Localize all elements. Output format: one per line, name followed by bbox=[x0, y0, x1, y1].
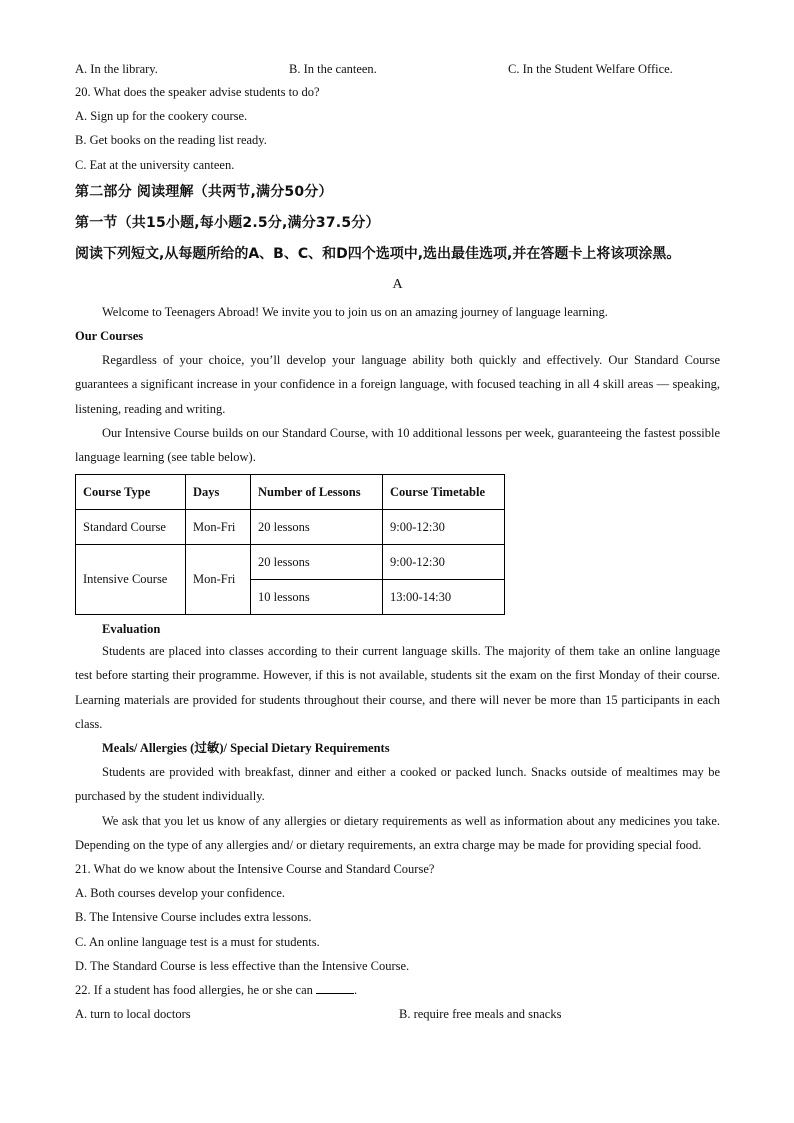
q21-stem: 21. What do we know about the Intensive Course and Standard Course? bbox=[75, 861, 435, 876]
passage-letter: A bbox=[392, 276, 403, 292]
q20-stem: 20. What does the speaker advise students to do? bbox=[75, 85, 320, 99]
table-cell: Intensive Course bbox=[76, 545, 186, 615]
q21-option-d[interactable]: D. The Standard Course is less effective than the Intensive Course. bbox=[75, 958, 410, 973]
q21-option-c[interactable]: C. An online language test is a must for students. bbox=[75, 934, 320, 949]
q21-option-b[interactable]: B. The Intensive Course includes extra lessons. bbox=[75, 910, 312, 925]
evaluation-heading: Evaluation bbox=[102, 622, 161, 637]
courses-paragraph-1: Regardless of your choice, you’ll develop your language ability both quickly and effectively. Our Standard Course guarantees a significant increase in your confidence in a foreign language, with focused teaching in all 4 skill areas — speaking, listening, reading and writing. bbox=[75, 353, 720, 416]
q21-option-a[interactable]: A. Both courses develop your confidence. bbox=[75, 886, 286, 901]
q22-stem-line bbox=[75, 978, 720, 1002]
passage-intro: Welcome to Teenagers Abroad! We invite you to join us on an amazing journey of language learning. bbox=[102, 304, 608, 319]
section-instructions: 阅读下列短文,从每题所给的A、B、C、和D四个选项中,选出最佳选项,并在答题卡上将该项涂黑。 bbox=[75, 245, 681, 262]
course-table bbox=[75, 474, 505, 615]
courses-heading: Our Courses bbox=[75, 328, 144, 343]
table-cell: 10 lessons bbox=[251, 580, 383, 615]
exam-page bbox=[75, 58, 720, 1026]
table-header: Course Type bbox=[76, 475, 186, 510]
q22-stem: 22. If a student has food allergies, he or she can bbox=[75, 982, 313, 997]
q20-option-a[interactable]: A. Sign up for the cookery course. bbox=[75, 109, 248, 124]
table-cell: 9:00-12:30 bbox=[383, 545, 505, 580]
q22-stem-end: . bbox=[354, 982, 358, 997]
answer-blank bbox=[316, 981, 354, 994]
q19-option-c[interactable]: C. In the Student Welfare Office. bbox=[508, 62, 673, 76]
table-header-row bbox=[76, 475, 505, 510]
section-part-title: 第二部分 阅读理解（共两节,满分50分） bbox=[75, 183, 333, 200]
section-sub-title: 第一节（共15小题,每小题2.5分,满分37.5分） bbox=[75, 214, 380, 231]
meals-heading: Meals/ Allergies (过敏)/ Special Dietary Requirements bbox=[102, 740, 390, 755]
table-header: Course Timetable bbox=[383, 475, 505, 510]
meals-paragraph-1: Students are provided with breakfast, dinner and either a cooked or packed lunch. Snacks outside of mealtimes may be purchased by the student individually. bbox=[75, 765, 720, 804]
evaluation-paragraph: Students are placed into classes according to their current language skills. The majority of them take an online language test before starting their programme. However, if this is not available, students sit the exam on the first Monday of their course. Learning materials are provided for students throughout their course, and there will never be more than 15 participants in each class. bbox=[75, 644, 720, 731]
q22-option-a[interactable]: A. turn to local doctors bbox=[75, 1007, 191, 1022]
courses-paragraph-2: Our Intensive Course builds on our Standard Course, with 10 additional lessons per week, guaranteeing the fastest possible language learning (see table below). bbox=[75, 425, 720, 464]
q19-option-a[interactable]: A. In the library. bbox=[75, 62, 158, 76]
table-header: Days bbox=[186, 475, 251, 510]
table-cell: 9:00-12:30 bbox=[383, 510, 505, 545]
q22-options bbox=[75, 1002, 720, 1026]
meals-paragraph-2: We ask that you let us know of any allergies or dietary requirements as well as information about any medicines you take. Depending on the type of any allergies and/ or dietary requirements, an extra charge may be made for providing special food. bbox=[75, 813, 720, 852]
table-cell: Standard Course bbox=[76, 510, 186, 545]
q19-option-b[interactable]: B. In the canteen. bbox=[289, 62, 377, 76]
table-cell: 20 lessons bbox=[251, 510, 383, 545]
table-cell: Mon-Fri bbox=[186, 545, 251, 615]
table-row bbox=[76, 545, 505, 580]
table-cell: 13:00-14:30 bbox=[383, 580, 505, 615]
table-row bbox=[76, 510, 505, 545]
q20-option-c[interactable]: C. Eat at the university canteen. bbox=[75, 157, 235, 172]
table-header: Number of Lessons bbox=[251, 475, 383, 510]
table-cell: 20 lessons bbox=[251, 545, 383, 580]
q20-option-b[interactable]: B. Get books on the reading list ready. bbox=[75, 133, 267, 148]
q19-options bbox=[75, 58, 720, 80]
table-cell: Mon-Fri bbox=[186, 510, 251, 545]
q22-option-b[interactable]: B. require free meals and snacks bbox=[399, 1007, 562, 1022]
